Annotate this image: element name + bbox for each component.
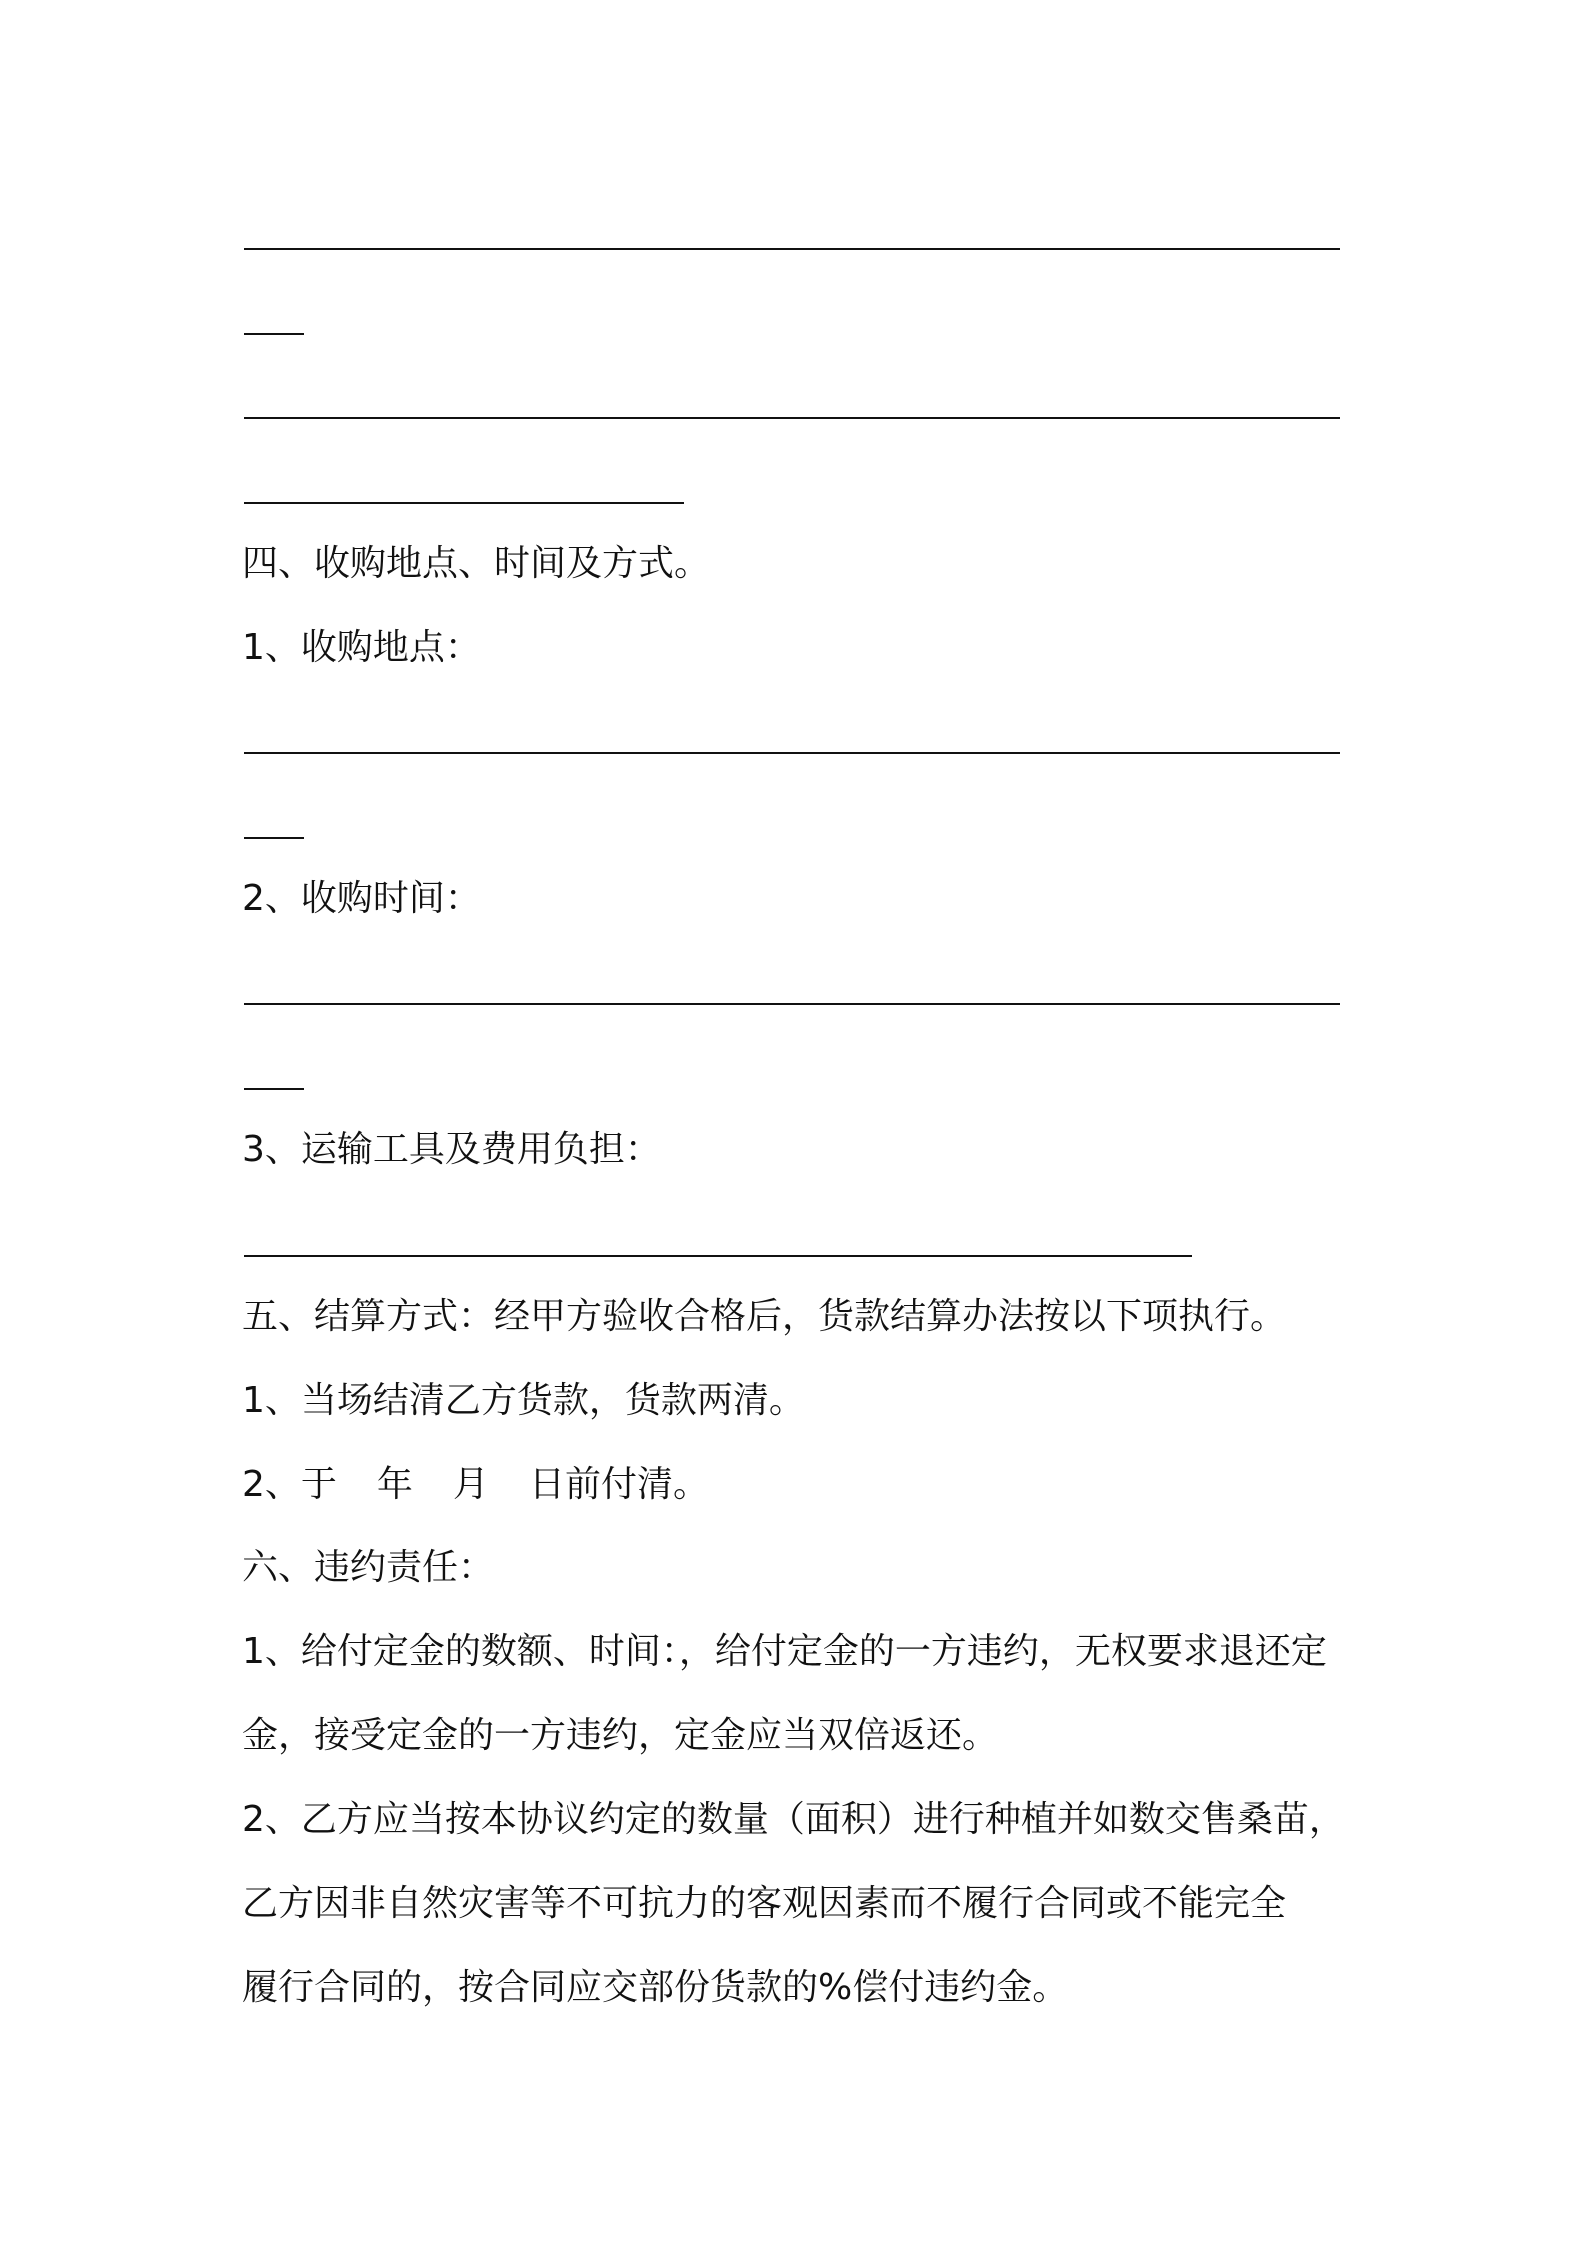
section-4-item-1: 1、收购地点：	[242, 627, 481, 668]
blank-line	[244, 752, 1340, 754]
section-4-item-2: 2、收购时间：	[242, 878, 481, 919]
section-6-item-2-line-3: 履行合同的，按合同应交部份货款的%偿付违约金。	[242, 1967, 1069, 2008]
section-6-item-2-line-1: 2、乙方应当按本协议约定的数量（面积）进行种植并如数交售桑苗，	[242, 1799, 1345, 1840]
blank-line	[244, 837, 304, 839]
blank-line	[244, 502, 684, 504]
blank-line	[244, 1088, 304, 1090]
blank-line	[244, 333, 304, 335]
section-4-heading: 四、收购地点、时间及方式。	[242, 543, 711, 584]
date-month: 月	[452, 1464, 489, 1505]
blank-line	[244, 1003, 1340, 1005]
section-6-heading: 六、违约责任：	[242, 1547, 495, 1588]
section-6-item-1-line-1: 1、给付定金的数额、时间：，给付定金的一方违约，无权要求退还定	[242, 1631, 1327, 1672]
section-5-item-1: 1、当场结清乙方货款，货款两清。	[242, 1380, 805, 1421]
section-4-item-3: 3、运输工具及费用负担：	[242, 1129, 661, 1170]
blank-line	[244, 248, 1340, 250]
date-suffix: 日前付清。	[528, 1464, 709, 1505]
date-prefix: 2、于	[242, 1464, 337, 1505]
section-5-heading: 五、结算方式：经甲方验收合格后，货款结算办法按以下项执行。	[242, 1296, 1287, 1337]
date-year: 年	[376, 1464, 413, 1505]
section-6-item-1-line-2: 金，接受定金的一方违约，定金应当双倍返还。	[242, 1715, 999, 1756]
section-6-item-2-line-2: 乙方因非自然灾害等不可抗力的客观因素而不履行合同或不能完全	[242, 1883, 1287, 1924]
blank-line	[244, 417, 1340, 419]
blank-line	[244, 1255, 1192, 1257]
section-5-item-2	[242, 1463, 709, 1507]
